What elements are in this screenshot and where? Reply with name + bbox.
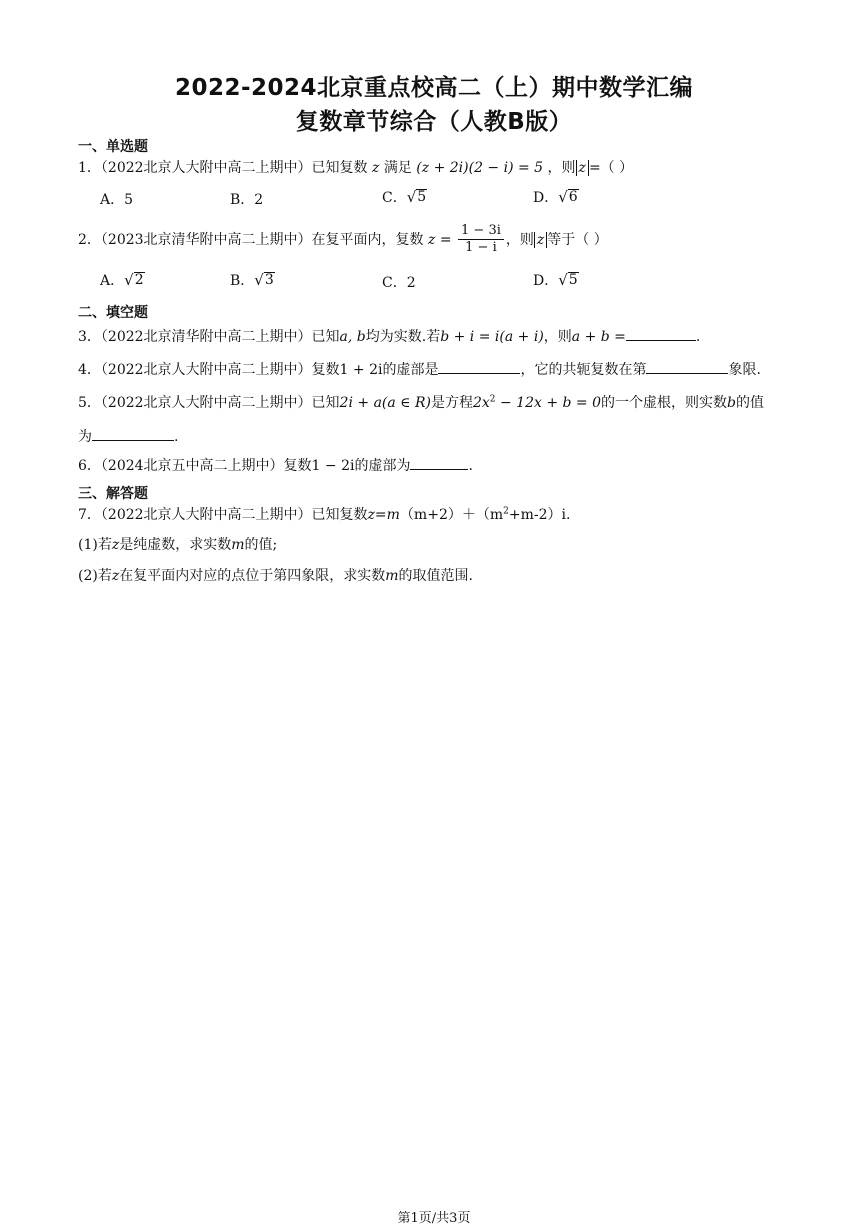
q6-end: . — [468, 458, 473, 474]
option-value: 5 — [417, 189, 427, 206]
sqrt-symbol: √ 6 — [558, 188, 578, 206]
q5-mid2: 的一个虚根，则实数 — [601, 395, 728, 411]
answer-blank — [92, 426, 174, 441]
q5-line2-end: . — [174, 429, 179, 445]
option-label: A． — [100, 273, 125, 289]
q7-part1-end: 的值; — [244, 537, 278, 553]
q2-suffix: 等于（ ） — [547, 231, 608, 248]
sqrt-symbol: √ 3 — [254, 271, 274, 289]
option-label: B． — [230, 273, 255, 289]
q1-mid: 满足 — [383, 160, 412, 176]
q5-eq-a: 2x — [472, 395, 490, 411]
option-value: 2 — [134, 272, 144, 289]
q7-expr-c: +m-2）i. — [508, 507, 571, 523]
option-value: 6 — [568, 189, 578, 206]
q2-option-c — [382, 272, 416, 292]
q5-var-b: b — [727, 395, 736, 411]
q6-number: 1 − 2i — [311, 458, 355, 474]
q4-end: 象限. — [728, 362, 761, 378]
q7-part1-var-z: z — [111, 537, 120, 553]
option-label: D． — [533, 273, 559, 289]
question-4 — [78, 359, 761, 379]
q2-option-a — [100, 270, 145, 290]
option-label: A． — [100, 192, 125, 208]
q2-zeq: z = — [428, 231, 452, 248]
q7-part1-var-m: m — [231, 537, 245, 553]
q1-mid2: ，则 — [547, 160, 576, 176]
q2-fraction — [458, 223, 504, 257]
option-value: 2 — [254, 192, 264, 208]
q2-option-b — [230, 270, 275, 290]
section-heading-fill-blank: 二、填空题 — [78, 305, 148, 321]
q1-option-b — [230, 189, 263, 209]
q3-equation: b + i = i(a + i) — [440, 329, 544, 345]
q5-mid: 是方程 — [430, 395, 473, 411]
q7-part2-var-z: z — [111, 568, 120, 584]
q5-eq-exp: 2 — [489, 394, 496, 405]
q5-eq-c: − 12x + b = 0 — [495, 395, 602, 411]
q3-prefix: 3．（2022北京清华附中高二上期中）已知 — [78, 329, 340, 345]
q4-prefix: 4．（2022北京人大附中高二上期中）复数 — [78, 362, 340, 378]
q2-mid: ，则 — [505, 231, 534, 248]
section-heading-single-choice: 一、单选题 — [78, 139, 148, 155]
question-2 — [78, 223, 608, 257]
q2-abs-z: z — [534, 232, 547, 248]
q6-mid: 的虚部为 — [354, 458, 411, 474]
q1-option-d — [533, 187, 579, 207]
option-value: 5 — [124, 192, 134, 208]
question-5 — [78, 392, 764, 412]
q1-option-c — [382, 187, 427, 207]
question-6 — [78, 455, 473, 475]
q3-end: . — [695, 329, 701, 345]
q7-part2-end: 的取值范围. — [398, 568, 473, 584]
q3-ask: a + b = — [571, 329, 626, 345]
q1-suffix: =（ ） — [588, 160, 634, 176]
q7-prefix: 7．（2022北京人大附中高二上期中）已知复数 — [78, 507, 368, 523]
option-value: 5 — [568, 272, 578, 289]
sqrt-symbol: √ 2 — [124, 271, 144, 289]
q7-part2-text: 在复平面内对应的点位于第四象限，求实数 — [119, 568, 386, 584]
q1-var-z: z — [372, 160, 380, 176]
option-label: B． — [230, 192, 255, 208]
q4-mid: 的虚部是 — [382, 362, 439, 378]
q7-part1-text: 是纯虚数，求实数 — [119, 537, 232, 553]
question-7-part-1 — [78, 534, 277, 554]
q6-prefix: 6．（2024北京五中高二上期中）复数 — [78, 458, 312, 474]
question-7-part-2 — [78, 565, 473, 585]
q7-expr-exp: 2 — [503, 506, 509, 517]
page-footer: 第1页/共3页 — [397, 1211, 471, 1226]
q5-prefix: 5．（2022北京人大附中高二上期中）已知 — [78, 395, 340, 411]
q1-abs-z: z — [576, 160, 589, 176]
fraction-denominator: 1 − i — [465, 240, 497, 256]
q4-number: 1 + 2i — [339, 362, 383, 378]
q2-prefix: 2．（2023北京清华附中高二上期中）在复平面内，复数 — [78, 231, 424, 248]
option-label: D． — [533, 190, 559, 206]
q5-end: 的值 — [735, 395, 764, 411]
q7-part2-var-m: m — [385, 568, 399, 584]
section-heading-solution: 三、解答题 — [78, 486, 148, 502]
sqrt-symbol: √ 5 — [558, 271, 578, 289]
q7-part1-label: (1)若 — [78, 537, 112, 553]
q1-equation: (z + 2i)(2 − i) = 5 — [416, 160, 544, 176]
q3-mid2: ，则 — [543, 329, 572, 345]
answer-blank — [646, 359, 728, 374]
q7-expr-b: （m+2）＋（m — [399, 507, 504, 523]
sqrt-symbol: √ 5 — [406, 188, 427, 206]
q7-part2-label: (2)若 — [78, 568, 112, 584]
q7-expr-a: z=m — [367, 507, 400, 523]
document-title-line1: 2022-2024北京重点校高二（上）期中数学汇编 — [174, 75, 694, 101]
document-title-line2: 复数章节综合（人教B版） — [295, 109, 573, 135]
q2-option-d — [533, 270, 579, 290]
fraction-numerator: 1 − 3i — [458, 223, 504, 240]
question-5-line2 — [78, 426, 178, 446]
q1-prefix: 1．（2022北京人大附中高二上期中）已知复数 — [78, 160, 368, 176]
question-3 — [78, 326, 700, 346]
answer-blank — [410, 455, 468, 470]
q5-line2-prefix: 为 — [78, 429, 92, 445]
question-1 — [78, 157, 633, 177]
option-value: 2 — [406, 275, 416, 291]
q3-vars: a, b — [339, 329, 366, 345]
answer-blank — [438, 359, 520, 374]
option-label: C． — [382, 275, 407, 291]
option-label: C． — [382, 190, 407, 206]
q3-mid: 均为实数.若 — [365, 329, 441, 345]
question-7 — [78, 504, 570, 524]
q4-mid2: ，它的共轭复数在第 — [520, 362, 647, 378]
q1-option-a — [100, 189, 133, 209]
answer-blank — [626, 326, 696, 341]
option-value: 3 — [264, 272, 274, 289]
q5-expr: 2i + a(a ∈ R) — [339, 395, 431, 411]
